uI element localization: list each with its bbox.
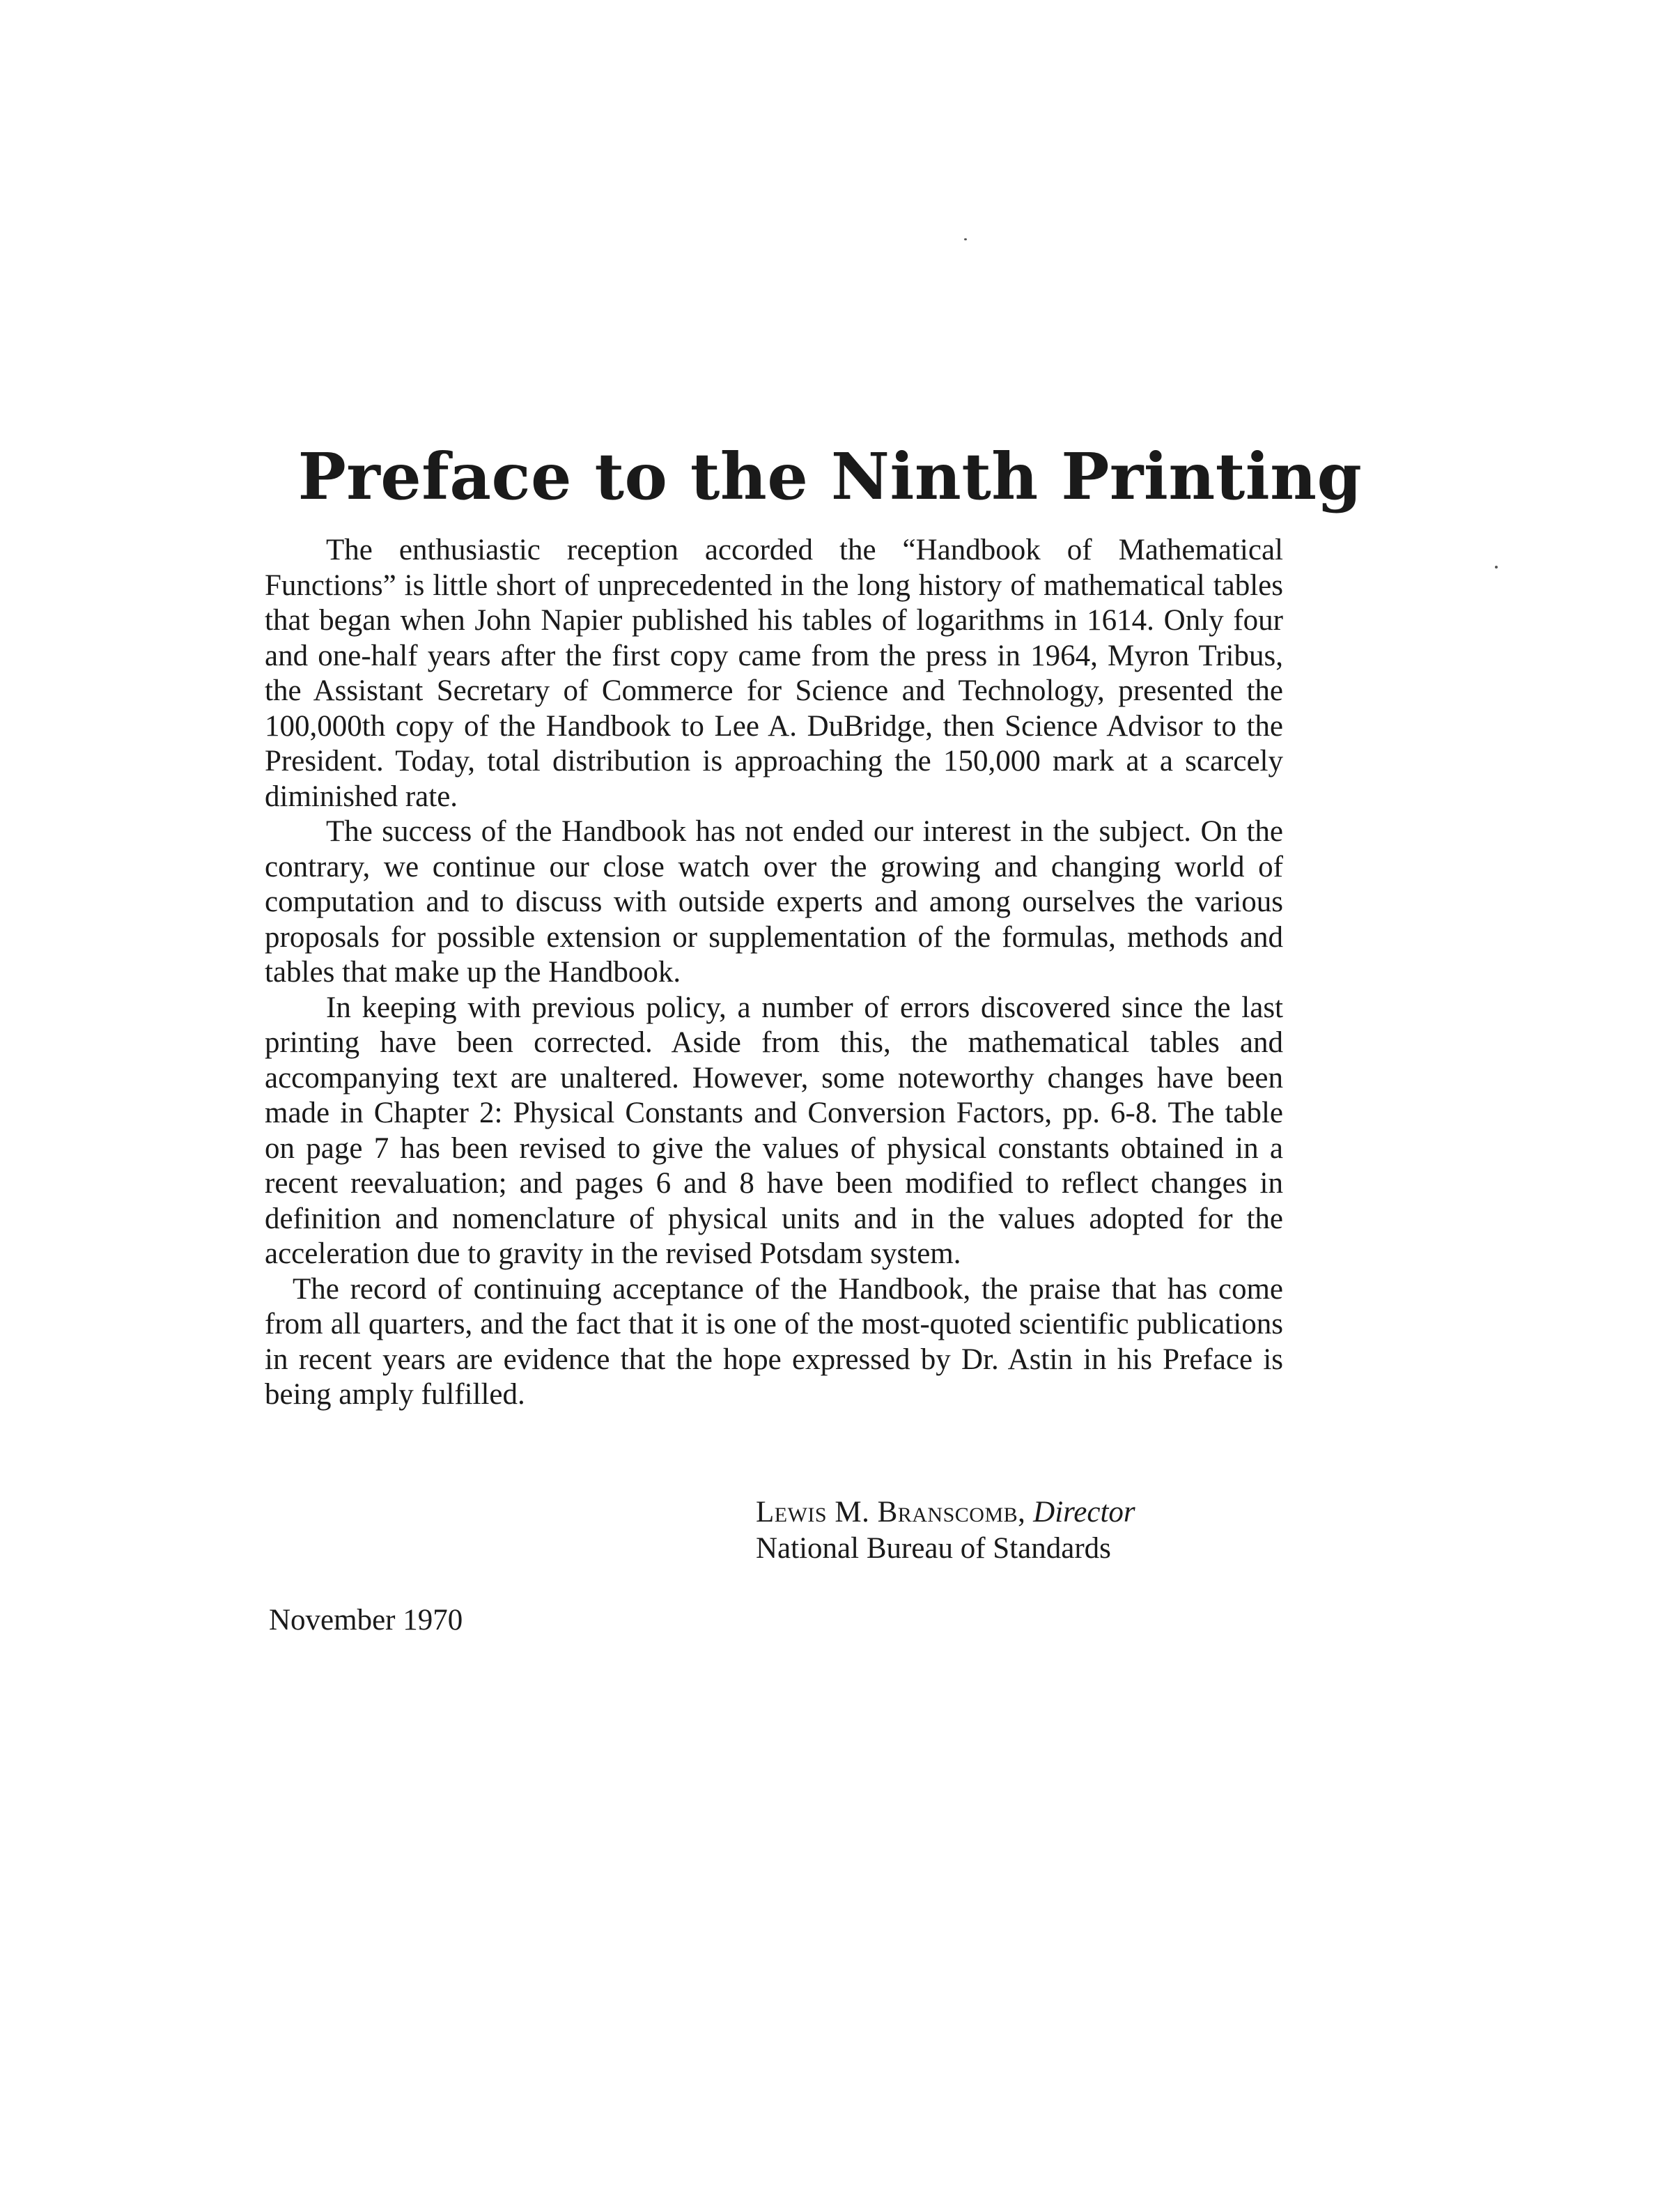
preface-date: November 1970 — [269, 1604, 463, 1637]
scan-speck — [964, 238, 967, 240]
signer-name: Lewis M. Branscomb, — [756, 1496, 1026, 1529]
paragraph: The record of continuing acceptance of the Handbook, the praise that has come from all quarters, and the fact that it is one of the most-quoted scientific publications in recent years are evidence that the hope expressed by Dr. Astin in his Preface is being amply fulfilled. — [265, 1272, 1283, 1411]
signature-line — [756, 1494, 1135, 1531]
signature-block — [756, 1494, 1135, 1567]
scan-speck — [1495, 566, 1498, 569]
paragraph: The enthusiastic reception accorded the “Handbook of Mathematical Functions” is little short of unprecedented in the long history of mathematical tables that began when John Napier published his tables of logarithms in 1614. Only four and one-half years after the first copy came from the press in 1964, Myron Tribus, the Assistant Secretary of Commerce for Science and Technology, presented the 100,000th copy of the Handbook to Lee A. DuBridge, then Science Advisor to the President. Today, total distribution is approaching the 150,000 mark at a scarcely diminished rate. — [265, 534, 1283, 813]
signer-organization: National Bureau of Standards — [756, 1532, 1111, 1565]
paragraph: In keeping with previous policy, a number of errors discovered since the last printing have been corrected. Aside from this, the mathematical tables and accompanying text are unaltered. However, some noteworthy changes have been made in Chapter 2: Physical Constants and Conversion Factors, pp. 6-8. The table on page 7 has been revised to give the values of physical constants obtained in a recent reevaluation; and pages 6 and 8 have been modified to reflect changes in definition and nomenclature of physical units and in the values adopted for the acceleration due to gravity in the revised Potsdam system. — [265, 991, 1283, 1270]
page-title: Preface to the Ninth Printing — [297, 439, 1363, 514]
preface-body — [265, 533, 1283, 1413]
paragraph: The success of the Handbook has not ended our interest in the subject. On the contrary, we continue our close watch over the growing and changing world of computation and to discuss with outside experts and among ourselves the various proposals for possible extension or supplementation of the formulas, methods and tables that make up the Handbook. — [265, 815, 1283, 989]
signer-role: Director — [1033, 1496, 1135, 1529]
